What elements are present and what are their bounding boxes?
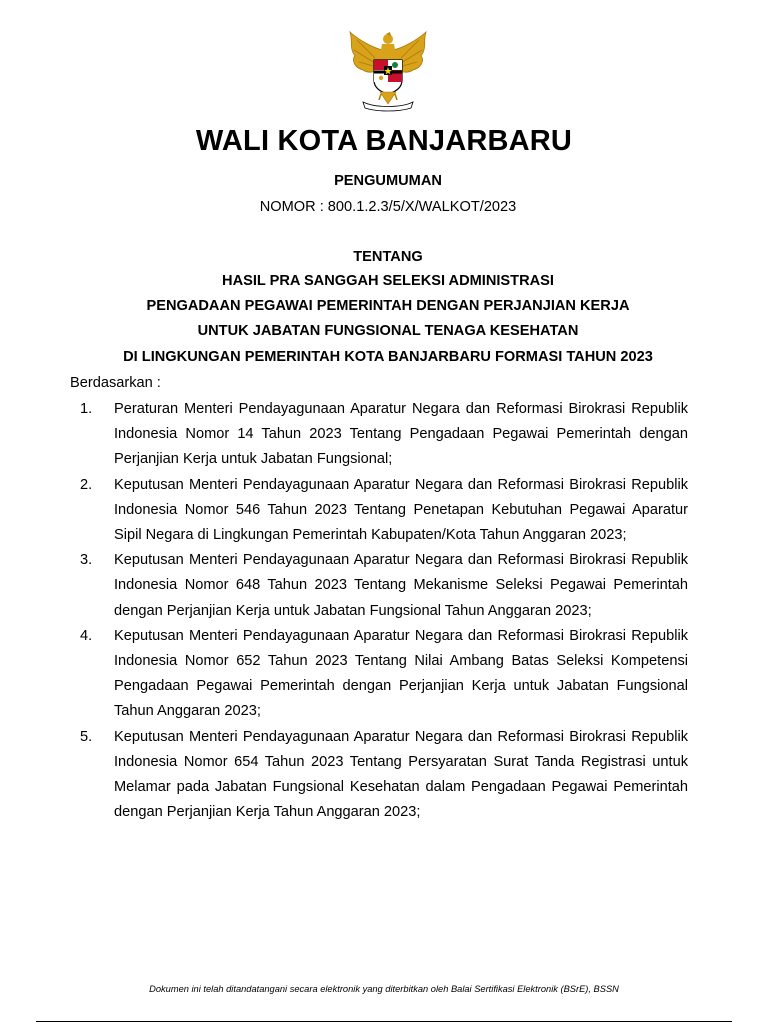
subject-label: TENTANG — [353, 249, 423, 265]
subject-line: PENGADAAN PEGAWAI PEMERINTAH DENGAN PERJANJIAN KERJA — [146, 298, 630, 314]
subject-line: UNTUK JABATAN FUNGSIONAL TENAGA KESEHATAN — [197, 323, 579, 339]
intro-text: Berdasarkan : — [70, 375, 161, 391]
legal-basis-list — [80, 397, 688, 825]
list-item — [80, 624, 688, 725]
garuda-pancasila-emblem-icon — [345, 30, 431, 114]
list-item — [80, 473, 688, 549]
list-item-number: 2. — [80, 476, 93, 493]
list-item-number: 3. — [80, 552, 93, 569]
list-item-number: 5. — [80, 728, 93, 745]
announcement-number: NOMOR : 800.1.2.3/5/X/WALKOT/2023 — [259, 199, 517, 215]
list-item-text: Keputusan Menteri Pendayagunaan Aparatur Negara dan Reformasi Birokrasi Republik Indonesia Nomor 546 Tahun 2023 Tentang Penetapan Kebutuhan Pegawai Aparatur Sipil Negara di Lingkungan Pemerintah Kabupaten/Kota Tahun Anggaran 2023; — [114, 476, 688, 544]
subject-line: HASIL PRA SANGGAH SELEKSI ADMINISTRASI — [222, 273, 554, 289]
footer-divider — [36, 1021, 732, 1022]
list-item-number: 4. — [80, 627, 93, 644]
list-item-text: Keputusan Menteri Pendayagunaan Aparatur Negara dan Reformasi Birokrasi Republik Indonesia Nomor 654 Tahun 2023 Tentang Persyaratan Surat Tanda Registrasi untuk Melamar pada Jabatan Fungsional Kesehatan dalam Pengadaan Pegawai Pemerintah dengan Perjanjian Kerja Tahun Anggaran 2023; — [114, 728, 688, 821]
list-item — [80, 397, 688, 473]
list-item — [80, 548, 688, 624]
list-item-number: 1. — [80, 401, 93, 417]
announcement-label: PENGUMUMAN — [334, 173, 442, 189]
list-item — [80, 725, 688, 826]
list-item-text: Keputusan Menteri Pendayagunaan Aparatur Negara dan Reformasi Birokrasi Republik Indonesia Nomor 652 Tahun 2023 Tentang Nilai Ambang Batas Seleksi Kompetensi Pengadaan Pegawai Pemerintah dengan Perjanjian Kerja untuk Jabatan Fungsional Tahun Anggaran 2023; — [114, 627, 688, 720]
subject-line: DI LINGKUNGAN PEMERINTAH KOTA BANJARBARU FORMASI TAHUN 2023 — [123, 349, 653, 365]
list-item-text: Peraturan Menteri Pendayagunaan Aparatur Negara dan Reformasi Birokrasi Republik Indonesia Nomor 14 Tahun 2023 Tentang Pengadaan Pegawai Pemerintah dengan Perjanjian Kerja untuk Jabatan Fungsional; — [114, 401, 688, 468]
list-item-text: Keputusan Menteri Pendayagunaan Aparatur Negara dan Reformasi Birokrasi Republik Indonesia Nomor 648 Tahun 2023 Tentang Mekanisme Seleksi Pegawai Pemerintah dengan Perjanjian Kerja untuk Jabatan Fungsional Tahun Anggaran 2023; — [114, 552, 688, 619]
document-title: WALI KOTA BANJARBARU — [195, 125, 573, 157]
electronic-signature-note: Dokumen ini telah ditandatangani secara elektronik yang diterbitkan oleh Balai Sertifikasi Elektronik (BSrE), BSSN — [149, 984, 619, 994]
